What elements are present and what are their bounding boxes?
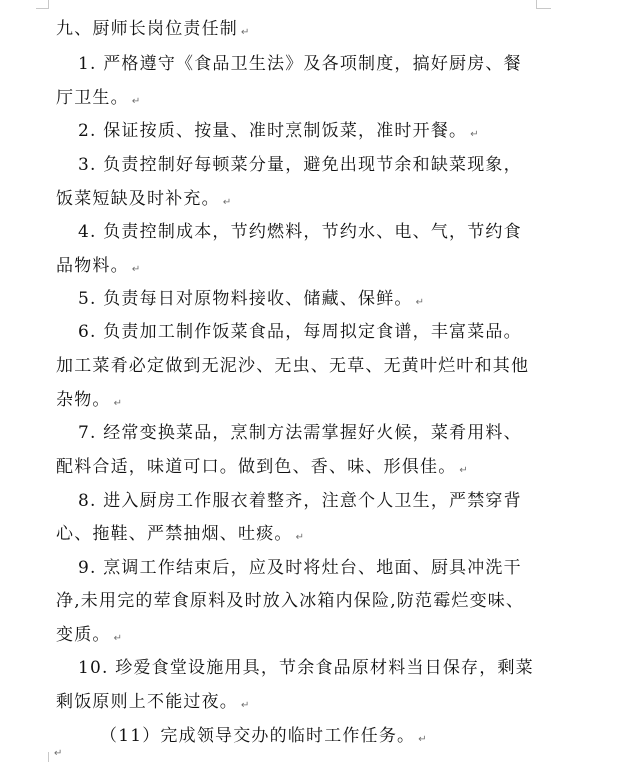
list-item-6-line-3[interactable] bbox=[56, 389, 122, 415]
list-item-text: 杂物。 bbox=[56, 390, 111, 410]
list-item-3-line-1[interactable] bbox=[78, 154, 522, 176]
list-item-text: 厅卫生。 bbox=[56, 88, 129, 108]
list-item-text: 10. 珍爱食堂设施用具，节余食品原材料当日保存，剩菜 bbox=[78, 658, 534, 678]
list-item-text: （11）完成领导交办的临时工作任务。 bbox=[100, 726, 416, 746]
page-corner-mark-top-left bbox=[36, 0, 49, 9]
list-item-1-line-2[interactable] bbox=[56, 87, 140, 113]
list-item-5-line-1[interactable] bbox=[78, 288, 424, 314]
paragraph-mark-icon: ↵ bbox=[222, 197, 232, 208]
list-item-10-line-1[interactable] bbox=[78, 657, 534, 679]
list-item-text: 配料合适，味道可口。做到色、香、味、形俱佳。 bbox=[56, 457, 457, 477]
paragraph-mark-icon: ↵ bbox=[131, 96, 141, 107]
empty-paragraph-mark-icon[interactable]: ↵ bbox=[54, 748, 63, 759]
list-item-9-line-2[interactable] bbox=[56, 590, 524, 612]
heading-text: 九、厨师长岗位责任制 bbox=[56, 19, 238, 39]
list-item-text: 7. 经常变换菜品，烹制方法需掌握好火候，菜肴用料、 bbox=[78, 423, 522, 443]
page-corner-mark-bottom-left bbox=[36, 752, 49, 762]
list-item-text: 1. 严格遵守《食品卫生法》及各项制度，搞好厨房、餐 bbox=[78, 54, 522, 74]
list-item-text: 品物料。 bbox=[56, 256, 129, 276]
paragraph-mark-icon: ↵ bbox=[470, 129, 479, 140]
paragraph-mark-icon: ↵ bbox=[113, 633, 122, 644]
list-item-text: 剩饭原则上不能过夜。 bbox=[56, 692, 238, 712]
list-item-8-line-2[interactable] bbox=[56, 523, 304, 549]
section-heading[interactable] bbox=[56, 18, 249, 44]
list-item-7-line-1[interactable] bbox=[78, 422, 522, 444]
list-item-text: 5. 负责每日对原物料接收、储藏、保鲜。 bbox=[78, 289, 413, 309]
list-item-6-line-2[interactable] bbox=[56, 355, 529, 377]
list-item-8-line-1[interactable] bbox=[78, 490, 522, 512]
list-item-6-line-1[interactable] bbox=[78, 321, 522, 343]
list-item-1-line-1[interactable] bbox=[78, 53, 522, 75]
paragraph-mark-icon: ↵ bbox=[418, 734, 427, 745]
paragraph-mark-icon: ↵ bbox=[241, 27, 250, 38]
paragraph-mark-icon: ↵ bbox=[415, 297, 425, 308]
list-item-text: 加工菜肴必定做到无泥沙、无虫、无草、无黄叶烂叶和其他 bbox=[56, 356, 530, 376]
list-item-text: 9. 烹调工作结束后，应及时将灶台、地面、厨具冲洗干 bbox=[78, 558, 522, 578]
list-item-text: 变质。 bbox=[56, 625, 111, 645]
list-item-4-line-2[interactable] bbox=[56, 255, 140, 281]
list-item-text: 心、拖鞋、严禁抽烟、吐痰。 bbox=[56, 524, 293, 544]
list-item-text: 8. 进入厨房工作服衣着整齐，注意个人卫生，严禁穿背 bbox=[78, 491, 522, 511]
paragraph-mark-icon: ↵ bbox=[113, 398, 122, 409]
list-item-11-line-1[interactable] bbox=[100, 725, 427, 751]
paragraph-mark-icon: ↵ bbox=[459, 465, 468, 476]
page-corner-mark-top-right bbox=[536, 0, 551, 9]
list-item-text: 4. 负责控制成本，节约燃料，节约水、电、气，节约食 bbox=[78, 222, 522, 242]
list-item-text: 6. 负责加工制作饭菜食品，每周拟定食谱，丰富菜品。 bbox=[78, 322, 522, 342]
paragraph-mark-icon: ↵ bbox=[131, 264, 141, 275]
list-item-text: 饭菜短缺及时补充。 bbox=[56, 189, 220, 209]
list-item-text: 2. 保证按质、按量、准时烹制饭菜，准时开餐。 bbox=[78, 121, 468, 141]
paragraph-mark-icon: ↵ bbox=[295, 532, 304, 543]
paragraph-mark-icon: ↵ bbox=[241, 700, 250, 711]
list-item-9-line-1[interactable] bbox=[78, 557, 522, 579]
list-item-2-line-1[interactable] bbox=[78, 120, 479, 146]
list-item-text: 净,未用完的荤食原料及时放入冰箱内保险,防范霉烂变味、 bbox=[56, 591, 525, 611]
list-item-7-line-2[interactable] bbox=[56, 456, 468, 482]
list-item-text: 3. 负责控制好每顿菜分量，避免出现节余和缺菜现象， bbox=[78, 155, 522, 175]
list-item-3-line-2[interactable] bbox=[56, 188, 231, 214]
list-item-10-line-2[interactable] bbox=[56, 691, 249, 717]
list-item-4-line-1[interactable] bbox=[78, 221, 522, 243]
list-item-9-line-3[interactable] bbox=[56, 624, 122, 650]
